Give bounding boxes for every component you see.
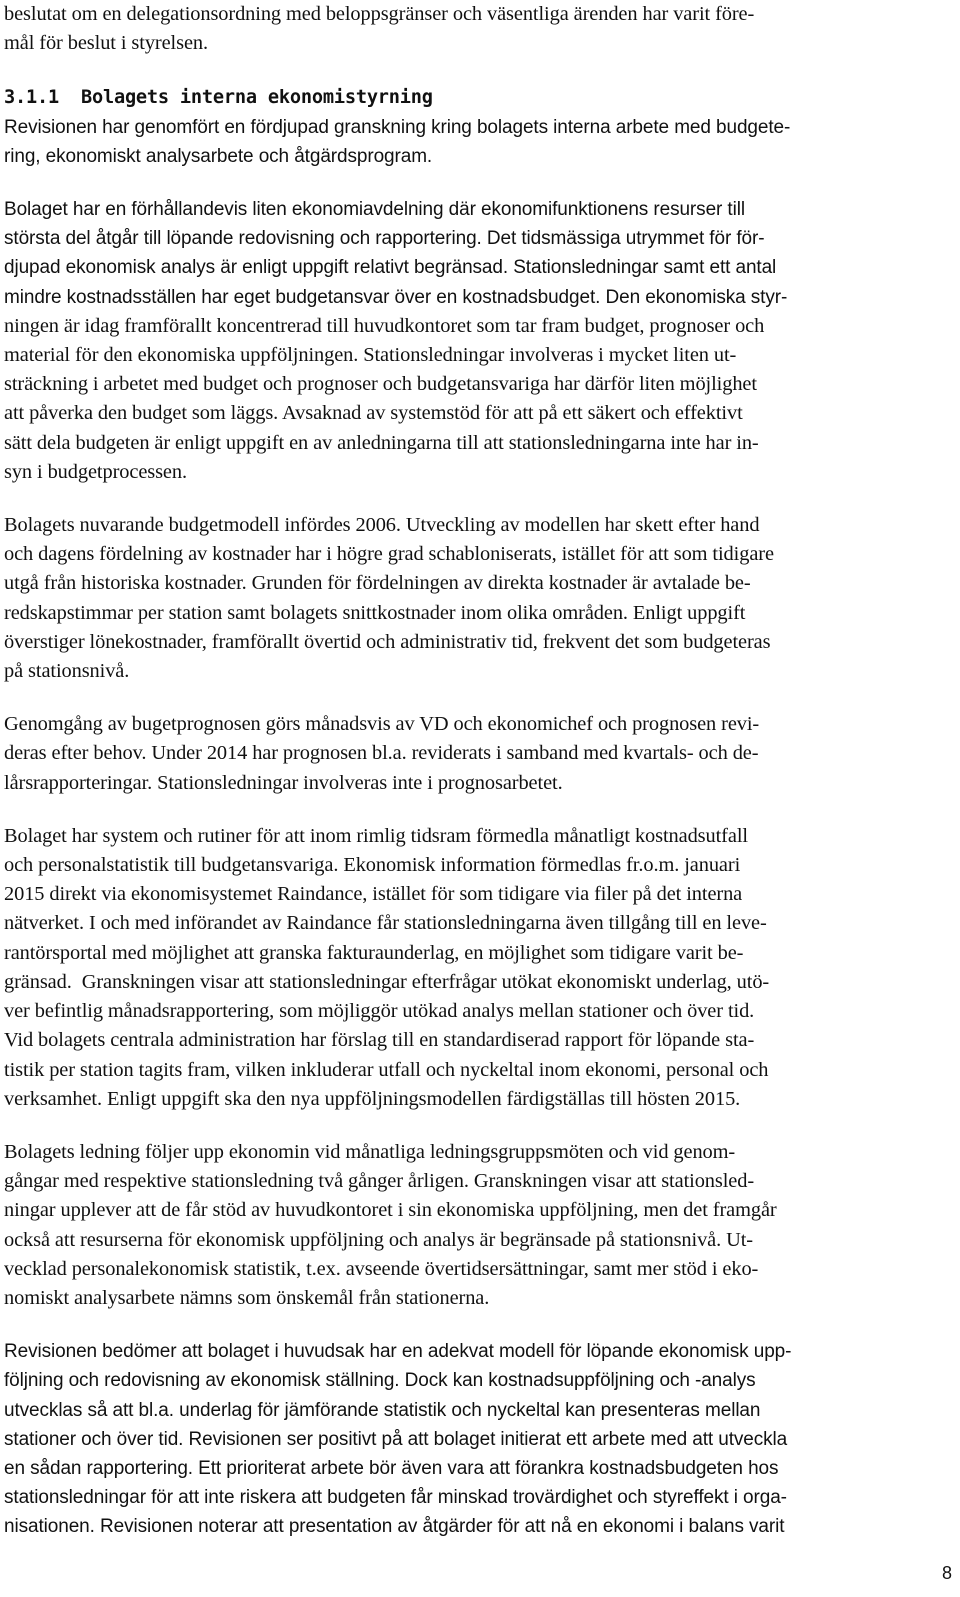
text-line: gångar med respektive stationsledning två gånger årligen. Granskningen visar att stationsled- [4,1170,755,1193]
text-line: stationsledningar för att inte riskera att budgeten får minskad trovärdighet och styreffekt i orga- [4,1487,787,1509]
paragraph-2 [4,511,952,686]
text-line: största del åtgår till löpande redovisning och rapportering. Det tidsmässiga utrymmet för för- [4,228,765,250]
text-line: stationer och över tid. Revisionen ser positivt på att bolaget initierat ett arbete med att utveckla [4,1428,788,1450]
text-line: verksamhet. Enligt uppgift ska den nya uppföljningsmodellen färdigställas till hösten 2015. [4,1087,741,1110]
text-line: Revisionen bedömer att bolaget i huvudsak har en adekvat modell för löpande ekonomisk upp- [4,1341,792,1363]
text-line: deras efter behov. Under 2014 har prognosen bl.a. reviderats i samband med kvartals- och de- [4,742,759,765]
intro-paragraph [4,0,952,58]
paragraph-3 [4,710,952,798]
text-line: överstiger lönekostnader, framförallt övertid och administrativ tid, frekvent det som budgeteras [4,630,771,653]
text-line: följning och redovisning av ekonomisk ställning. Dock kan kostnadsuppföljning och -analys [4,1370,756,1392]
text-line: på stationsnivå. [4,660,130,683]
text-line: utvecklas så att bl.a. underlag för jämförande statistik och nyckeltal kan presenteras mellan [4,1399,761,1421]
text-line: ver befintlig månadsrapportering, som möjliggör utökad analys mellan stationer och över tid. [4,1000,755,1023]
text-line: Vid bolagets centrala administration har förslag till en standardiserad rapport för löpande sta- [4,1029,755,1052]
text-line: en sådan rapportering. Ett prioriterat arbete bör även vara att förankra kostnadsbudgeten hos [4,1457,779,1479]
text-line: tistik per station tagits fram, vilken inkluderar utfall och nyckeltal inom ekonomi, personal och [4,1058,769,1081]
section-block [4,83,952,171]
text-line: Bolagets nuvarande budgetmodell infördes 2006. Utveckling av modellen har skett efter hand [4,514,760,537]
text-line: gränsad. Granskningen visar att stationsledningar efterfrågar utökat ekonomiskt underlag, utö- [4,970,770,993]
section-lead-line: Revisionen har genomfört en fördjupad granskning kring bolagets interna arbete med budgete- [4,116,791,138]
text-line: sträckning i arbetet med budget och prognoser och budgetansvariga har därför liten möjlighet [4,373,757,396]
text-line: 2015 direkt via ekonomisystemet Raindance, istället för som tidigare via filer på det interna [4,883,743,906]
text-line: mål för beslut i styrelsen. [4,32,208,55]
page-number: 8 [941,1563,952,1583]
text-line: nomiskt analysarbete nämns som önskemål från stationerna. [4,1286,490,1309]
text-line: att påverka den budget som läggs. Avsaknad av systemstöd för att på ett säkert och effektivt [4,402,743,425]
text-line: ningar upplever att de får stöd av huvudkontoret i sin ekonomiska uppföljning, men det framgår [4,1199,777,1222]
text-line: nätverket. I och med införandet av Raindance får stationsledningarna även tillgång till en leve- [4,912,767,935]
text-line: Bolaget har system och rutiner för att inom rimlig tidsram förmedla månatligt kostnadsutfall [4,824,748,847]
paragraph-1 [4,195,952,487]
text-line: lårsrapporteringar. Stationsledningar involveras inte i prognosarbetet. [4,771,563,794]
text-line: nisationen. Revisionen noterar att presentation av åtgärder för att nå en ekonomi i balans varit [4,1516,785,1538]
text-line: beslutat om en delegationsordning med beloppsgränser och väsentliga ärenden har varit före- [4,3,755,25]
paragraph-6 [4,1337,952,1541]
text-line: syn i budgetprocessen. [4,460,187,483]
text-line: utgå från historiska kostnader. Grunden för fördelningen av direkta kostnader är avtalade be- [4,572,751,595]
paragraph-4 [4,822,952,1114]
text-line: mindre kostnadsställen har eget budgetansvar över en kostnadsbudget. Den ekonomiska styr- [4,286,788,308]
text-line: Genomgång av bugetprognosen görs månadsvis av VD och ekonomichef och prognosen revi- [4,713,760,736]
text-line: också att resurserna för ekonomisk uppföljning och analys är begränsade på stationsnivå. Ut- [4,1228,753,1251]
text-line: redskapstimmar per station samt bolagets snittkostnader inom olika områden. Enligt uppgift [4,601,746,624]
text-line: ningen är idag framförallt koncentrerad till huvudkontoret som tar fram budget, prognoser och [4,314,765,337]
paragraph-5 [4,1138,952,1313]
text-line: djupad ekonomisk analys är enligt uppgift relativt begränsad. Stationsledningar samt ett antal [4,257,777,279]
section-heading: 3.1.1 Bolagets interna ekonomistyrning [4,87,433,109]
section-lead-line: ring, ekonomiskt analysarbete och åtgärdsprogram. [4,145,433,167]
text-line: och dagens fördelning av kostnader har i högre grad schabloniserats, istället för att som tidigare [4,543,774,566]
text-line: Bolagets ledning följer upp ekonomin vid månatliga ledningsgruppsmöten och vid genom- [4,1140,736,1163]
text-line: vecklad personalekonomisk statistik, t.ex. avseende övertidsersättningar, samt mer stöd i eko- [4,1257,759,1280]
text-line: och personalstatistik till budgetansvariga. Ekonomisk information förmedlas fr.o.m. januari [4,854,741,877]
text-line: Bolaget har en förhållandevis liten ekonomiavdelning där ekonomifunktionens resurser till [4,199,745,221]
text-line: rantörsportal med möjlighet att granska fakturaunderlag, en möjlighet som tidigare varit be- [4,941,744,964]
text-line: material för den ekonomiska uppföljningen. Stationsledningar involveras i mycket liten ut- [4,344,737,367]
text-line: sätt dela budgeten är enligt uppgift en av anledningarna till att stationsledningarna inte har in- [4,431,759,454]
